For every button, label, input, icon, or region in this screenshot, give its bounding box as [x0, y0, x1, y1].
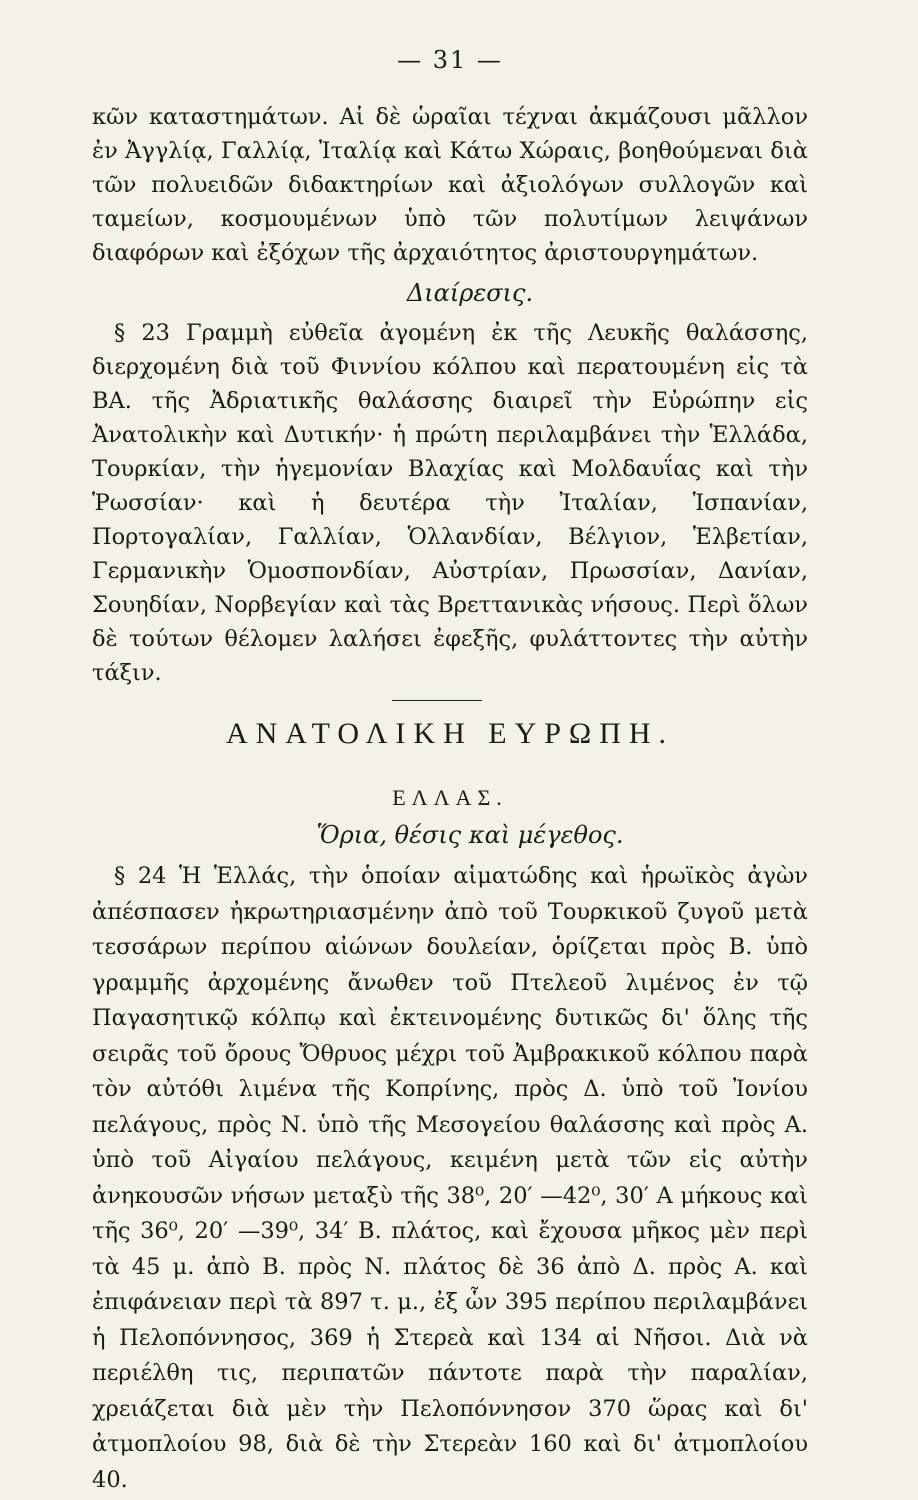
chapter-subtitle: ΕΛΛΑΣ. [392, 785, 508, 810]
chapter-title: ΑΝΑΤΟΛΙΚΗ ΕΥΡΩΠΗ. [225, 717, 675, 750]
division-paragraph: § 23 Γραμμὴ εὐθεῖα ἀγομένη ἐκ τῆς Λευκῆς θαλάσσης, διερχομένη διὰ τοῦ Φιννίου κόλπου καὶ περατουμένη εἰς τὰ ΒΑ. τῆς Ἀδριατικῆς θαλάσσης διαιρεῖ τὴν Εὐρώπην εἰς Ἀνατολικὴν καὶ Δυτικήν· ἡ πρώτη περιλαμβάνει τὴν Ἑλλάδα, Τουρκίαν, τὴν ἡγεμονίαν Βλαχίας καὶ Μολδαυΐας καὶ τὴν Ῥωσσίαν· καὶ ἡ δευτέρα τὴν Ἰταλίαν, Ἱσπανίαν, Πορτογαλίαν, Γαλλίαν, Ὁλλανδίαν, Βέλγιον, Ἑλβετίαν, Γερμανικὴν Ὁμοσπονδίαν, Αὐστρίαν, Πρωσσίαν, Δανίαν, Σουηδίαν, Νορβεγίαν καὶ τὰς Βρεττανικὰς νήσους. Περὶ ὅλων δὲ τούτων θέλομεν λαλήσει ἐφεξῆς, φυλάττοντες τὴν αὐτὴν τάξιν. [92, 320, 808, 686]
division-heading: Διαίρεσις. [406, 279, 534, 307]
chapter-heading: Ὅρια, θέσις καὶ μέγεθος. [316, 821, 624, 849]
section-divider [392, 700, 482, 701]
greece-paragraph: § 24 Ἡ Ἑλλάς, τὴν ὁποίαν αἱματώδης καὶ ἡρωϊκὸς ἀγὼν ἀπέσπασεν ἠκρωτηριασμένην ἀπὸ τοῦ Τουρκικοῦ ζυγοῦ μετὰ τεσσάρων περίπου αἰώνων δουλείαν, ὁρίζεται πρὸς Β. ὑπὸ γραμμῆς ἀρχομένης ἄνωθεν τοῦ Πτελεοῦ λιμένος ἐν τῷ Παγασητικῷ κόλπῳ καὶ ἐκτεινομένης δυτικῶς δι' ὅλης τῆς σειρᾶς τοῦ ὄρους Ὄθρυος μέχρι τοῦ Ἀμβρακικοῦ κόλπου παρὰ τὸν αὐτόθι λιμένα τῆς Κοπρίνης, πρὸς Δ. ὑπὸ τοῦ Ἰονίου πελάγους, πρὸς Ν. ὑπὸ τῆς Μεσογείου θαλάσσης καὶ πρὸς Α. ὑπὸ τοῦ Αἰγαίου πελάγους, κειμένη μετὰ τῶν εἰς αὐτὴν ἀνηκουσῶν νήσων μεταξὺ τῆς 38⁰, 20′ —42⁰, 30′ Α μήκους καὶ τῆς 36⁰, 20′ —39⁰, 34′ Β. πλάτος, καὶ ἔχουσα μῆκος μὲν περὶ τὰ 45 μ. ἀπὸ Β. πρὸς Ν. πλάτος δὲ 36 ἀπὸ Δ. πρὸς Α. καὶ ἐπιφάνειαν περὶ τὰ 897 τ. μ., ἐξ ὧν 395 περίπου περιλαμβάνει ἡ Πελοπόννησος, 369 ἡ Στερεὰ καὶ 134 αἱ Νῆσοι. Διὰ νὰ περιέλθη τις, περιπατῶν πάντοτε παρὰ τὴν παραλίαν, χρειάζεται διὰ μὲν τὴν Πελοπόννησον 370 ὥρας καὶ δι' ἀτμοπλοίου 98, διὰ δὲ τὴν Στερεὰν 160 καὶ δι' ἀτμοπλοίου 40. [92, 863, 808, 1493]
intro-paragraph: κῶν καταστημάτων. Αἱ δὲ ὡραῖαι τέχναι ἀκμάζουσι μᾶλλον ἐν Ἀγγλίᾳ, Γαλλίᾳ, Ἰταλίᾳ καὶ Κάτω Χώραις, βοηθούμεναι διὰ τῶν πολυειδῶν διδακτηρίων καὶ ἀξιολόγων συλλογῶν καὶ ταμείων, κοσμουμένων ὑπὸ τῶν πολυτίμων λειψάνων διαφόρων καὶ ἐξόχων τῆς ἀρχαιότητος ἀριστουργημάτων. [92, 104, 808, 266]
page-number: — 31 — [397, 46, 503, 74]
